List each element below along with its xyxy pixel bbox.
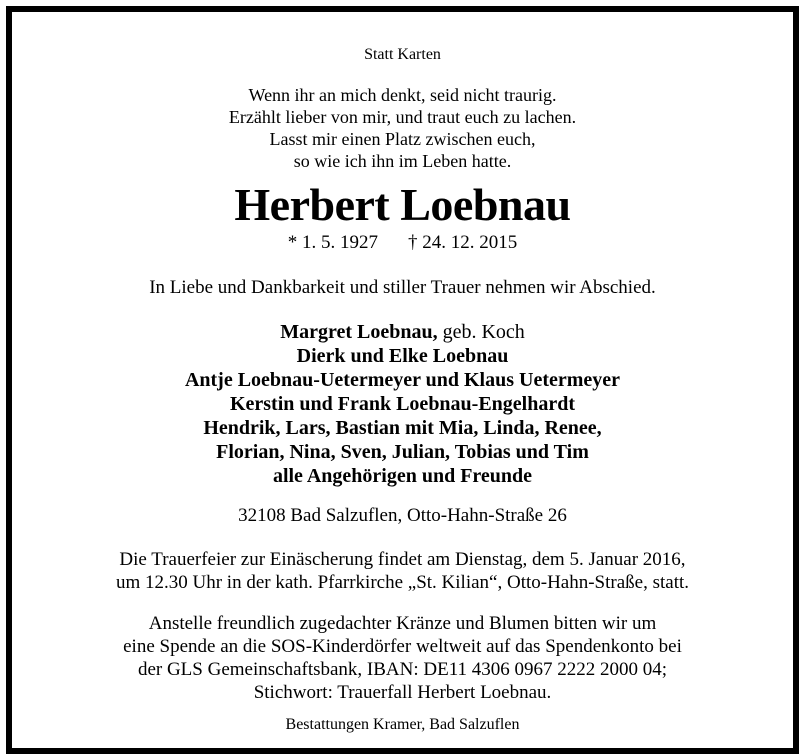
birth-date: * 1. 5. 1927 (287, 232, 378, 253)
notice-frame (6, 6, 799, 754)
donation-line: der GLS Gemeinschaftsbank, IBAN: DE11 4306 0967 2222 2000 04; (137, 659, 668, 680)
poem-line: Wenn ihr an mich denkt, seid nicht traurig. (248, 85, 557, 105)
deceased-name: Herbert Loebnau (234, 179, 571, 230)
mourner-primary-name: Margret Loebnau, (280, 321, 438, 343)
death-date: † 24. 12. 2015 (408, 232, 518, 253)
mourner-line: Kerstin und Frank Loebnau-Engelhardt (229, 393, 576, 415)
mourner-line: alle Angehörigen und Freunde (272, 465, 533, 487)
mourner-line (12, 320, 793, 344)
poem-line: Erzählt lieber von mir, und traut euch zu lachen. (228, 107, 577, 127)
funeral-home: Bestattungen Kramer, Bad Salzuflen (285, 716, 520, 733)
ceremony-line: Die Trauerfeier zur Einäscherung findet am Dienstag, dem 5. Januar 2016, (119, 549, 686, 570)
poem-line: so wie ich ihn im Leben hatte. (293, 151, 512, 171)
notice-header: Statt Karten (364, 46, 441, 63)
donation-line: Stichwort: Trauerfall Herbert Loebnau. (253, 682, 552, 703)
donation-line: eine Spende an die SOS-Kinderdörfer weltweit auf das Spendenkonto bei (123, 636, 682, 657)
mourner-line: Antje Loebnau-Uetermeyer und Klaus Uetermeyer (184, 369, 621, 391)
mourner-line: Florian, Nina, Sven, Julian, Tobias und Tim (216, 441, 589, 463)
mourner-line: Dierk und Elke Loebnau (296, 345, 509, 367)
notice-content (12, 12, 793, 748)
farewell-text: In Liebe und Dankbarkeit und stiller Trauer nehmen wir Abschied. (149, 277, 656, 298)
ceremony-line: um 12.30 Uhr in der kath. Pfarrkirche „St. Kilian“, Otto-Hahn-Straße, statt. (115, 572, 690, 593)
donation-line: Anstelle freundlich zugedachter Kränze und Blumen bitten wir um (148, 613, 657, 634)
poem-line: Lasst mir einen Platz zwischen euch, (269, 129, 536, 149)
life-dates (12, 232, 793, 254)
mourner-line: Hendrik, Lars, Bastian mit Mia, Linda, Renee, (203, 417, 602, 439)
address: 32108 Bad Salzuflen, Otto-Hahn-Straße 26 (238, 505, 567, 526)
mourner-primary-maiden: geb. Koch (437, 321, 525, 343)
